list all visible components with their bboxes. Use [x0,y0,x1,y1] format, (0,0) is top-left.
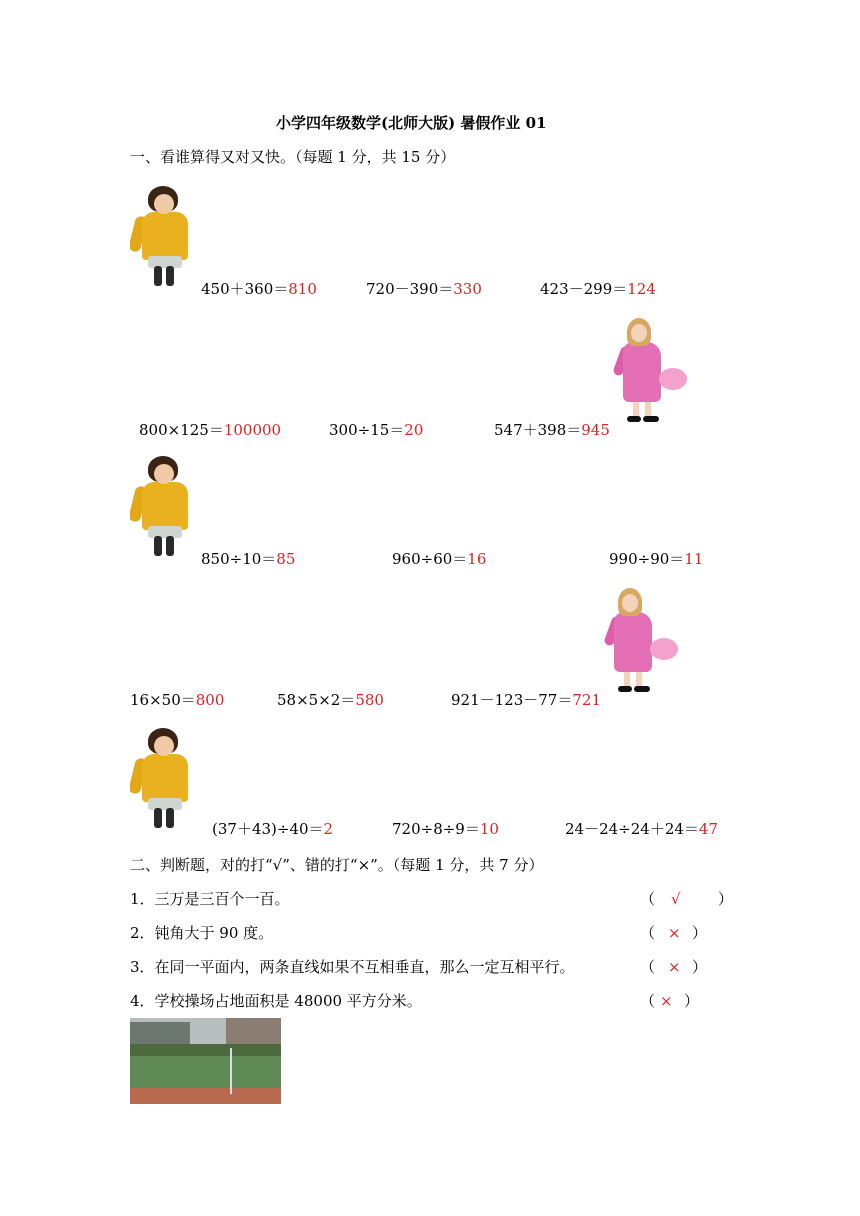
answer: 10 [479,820,499,838]
answer: 330 [453,280,482,298]
problem: 16×50＝800 [130,691,225,709]
judgment-bracket-close: ） [718,890,734,908]
judgment-bracket-open: （ [640,890,656,908]
problem: 960÷60＝16 [392,550,487,568]
section1-heading: 一、看谁算得又对又快。（每题 1 分，共 15 分） [130,148,456,166]
problem: 800×125＝100000 [139,421,282,439]
answer: 721 [572,691,601,709]
answer: 85 [276,550,296,568]
answer: 810 [288,280,317,298]
problem: 24－24÷24＋24＝47 [565,820,719,838]
problem: 850÷10＝85 [201,550,296,568]
answer: 2 [323,820,334,838]
judgment-bracket-close: ） [692,958,708,976]
judgment-item: 1．三万是三百个一百。 [130,890,290,908]
answer: 124 [627,280,656,298]
judgment-item: 2．钝角大于 90 度。 [130,924,274,942]
judgment-bracket-open: （ [640,992,656,1010]
girl-pink-illustration [598,582,682,704]
judgment-mark: × [660,992,673,1010]
answer: 20 [404,421,424,439]
answer: 16 [467,550,487,568]
judgment-bracket-open: （ [640,958,656,976]
problem: 450＋360＝810 [201,280,317,298]
answer: 580 [355,691,384,709]
judgment-bracket-close: ） [684,992,700,1010]
page-title: 小学四年级数学(北师大版) 暑假作业 01 [276,114,547,132]
problem: (37＋43)÷40＝2 [212,820,334,838]
judgment-item: 4．学校操场占地面积是 48000 平方分米。 [130,992,422,1010]
answer: 47 [698,820,719,838]
problem: 720÷8÷9＝10 [392,820,499,838]
judgment-mark: × [668,958,681,976]
answer: 945 [581,421,610,439]
answer: 11 [684,550,704,568]
answer: 100000 [223,421,282,439]
problem: 990÷90＝11 [609,550,704,568]
playground-photo [130,1018,281,1104]
problem: 423－299＝124 [540,280,656,298]
judgment-mark: √ [671,890,681,908]
judgment-mark: × [668,924,681,942]
problem: 58×5×2＝580 [277,691,384,709]
answer: 800 [195,691,225,709]
problem: 921－123－77＝721 [451,691,601,709]
judgment-bracket-open: （ [640,924,656,942]
judgment-bracket-close: ） [692,924,708,942]
girl-pink-illustration [607,312,691,434]
section2-heading: 二、判断题，对的打“√”、错的打“×”。（每题 1 分，共 7 分） [130,856,544,874]
girl-yellow-illustration [130,452,200,564]
girl-yellow-illustration [130,724,200,836]
problem: 300÷15＝20 [329,421,424,439]
judgment-item: 3．在同一平面内，两条直线如果不互相垂直，那么一定互相平行。 [130,958,575,976]
girl-yellow-illustration [130,182,200,294]
problem: 720－390＝330 [366,280,482,298]
problem: 547＋398＝945 [494,421,610,439]
